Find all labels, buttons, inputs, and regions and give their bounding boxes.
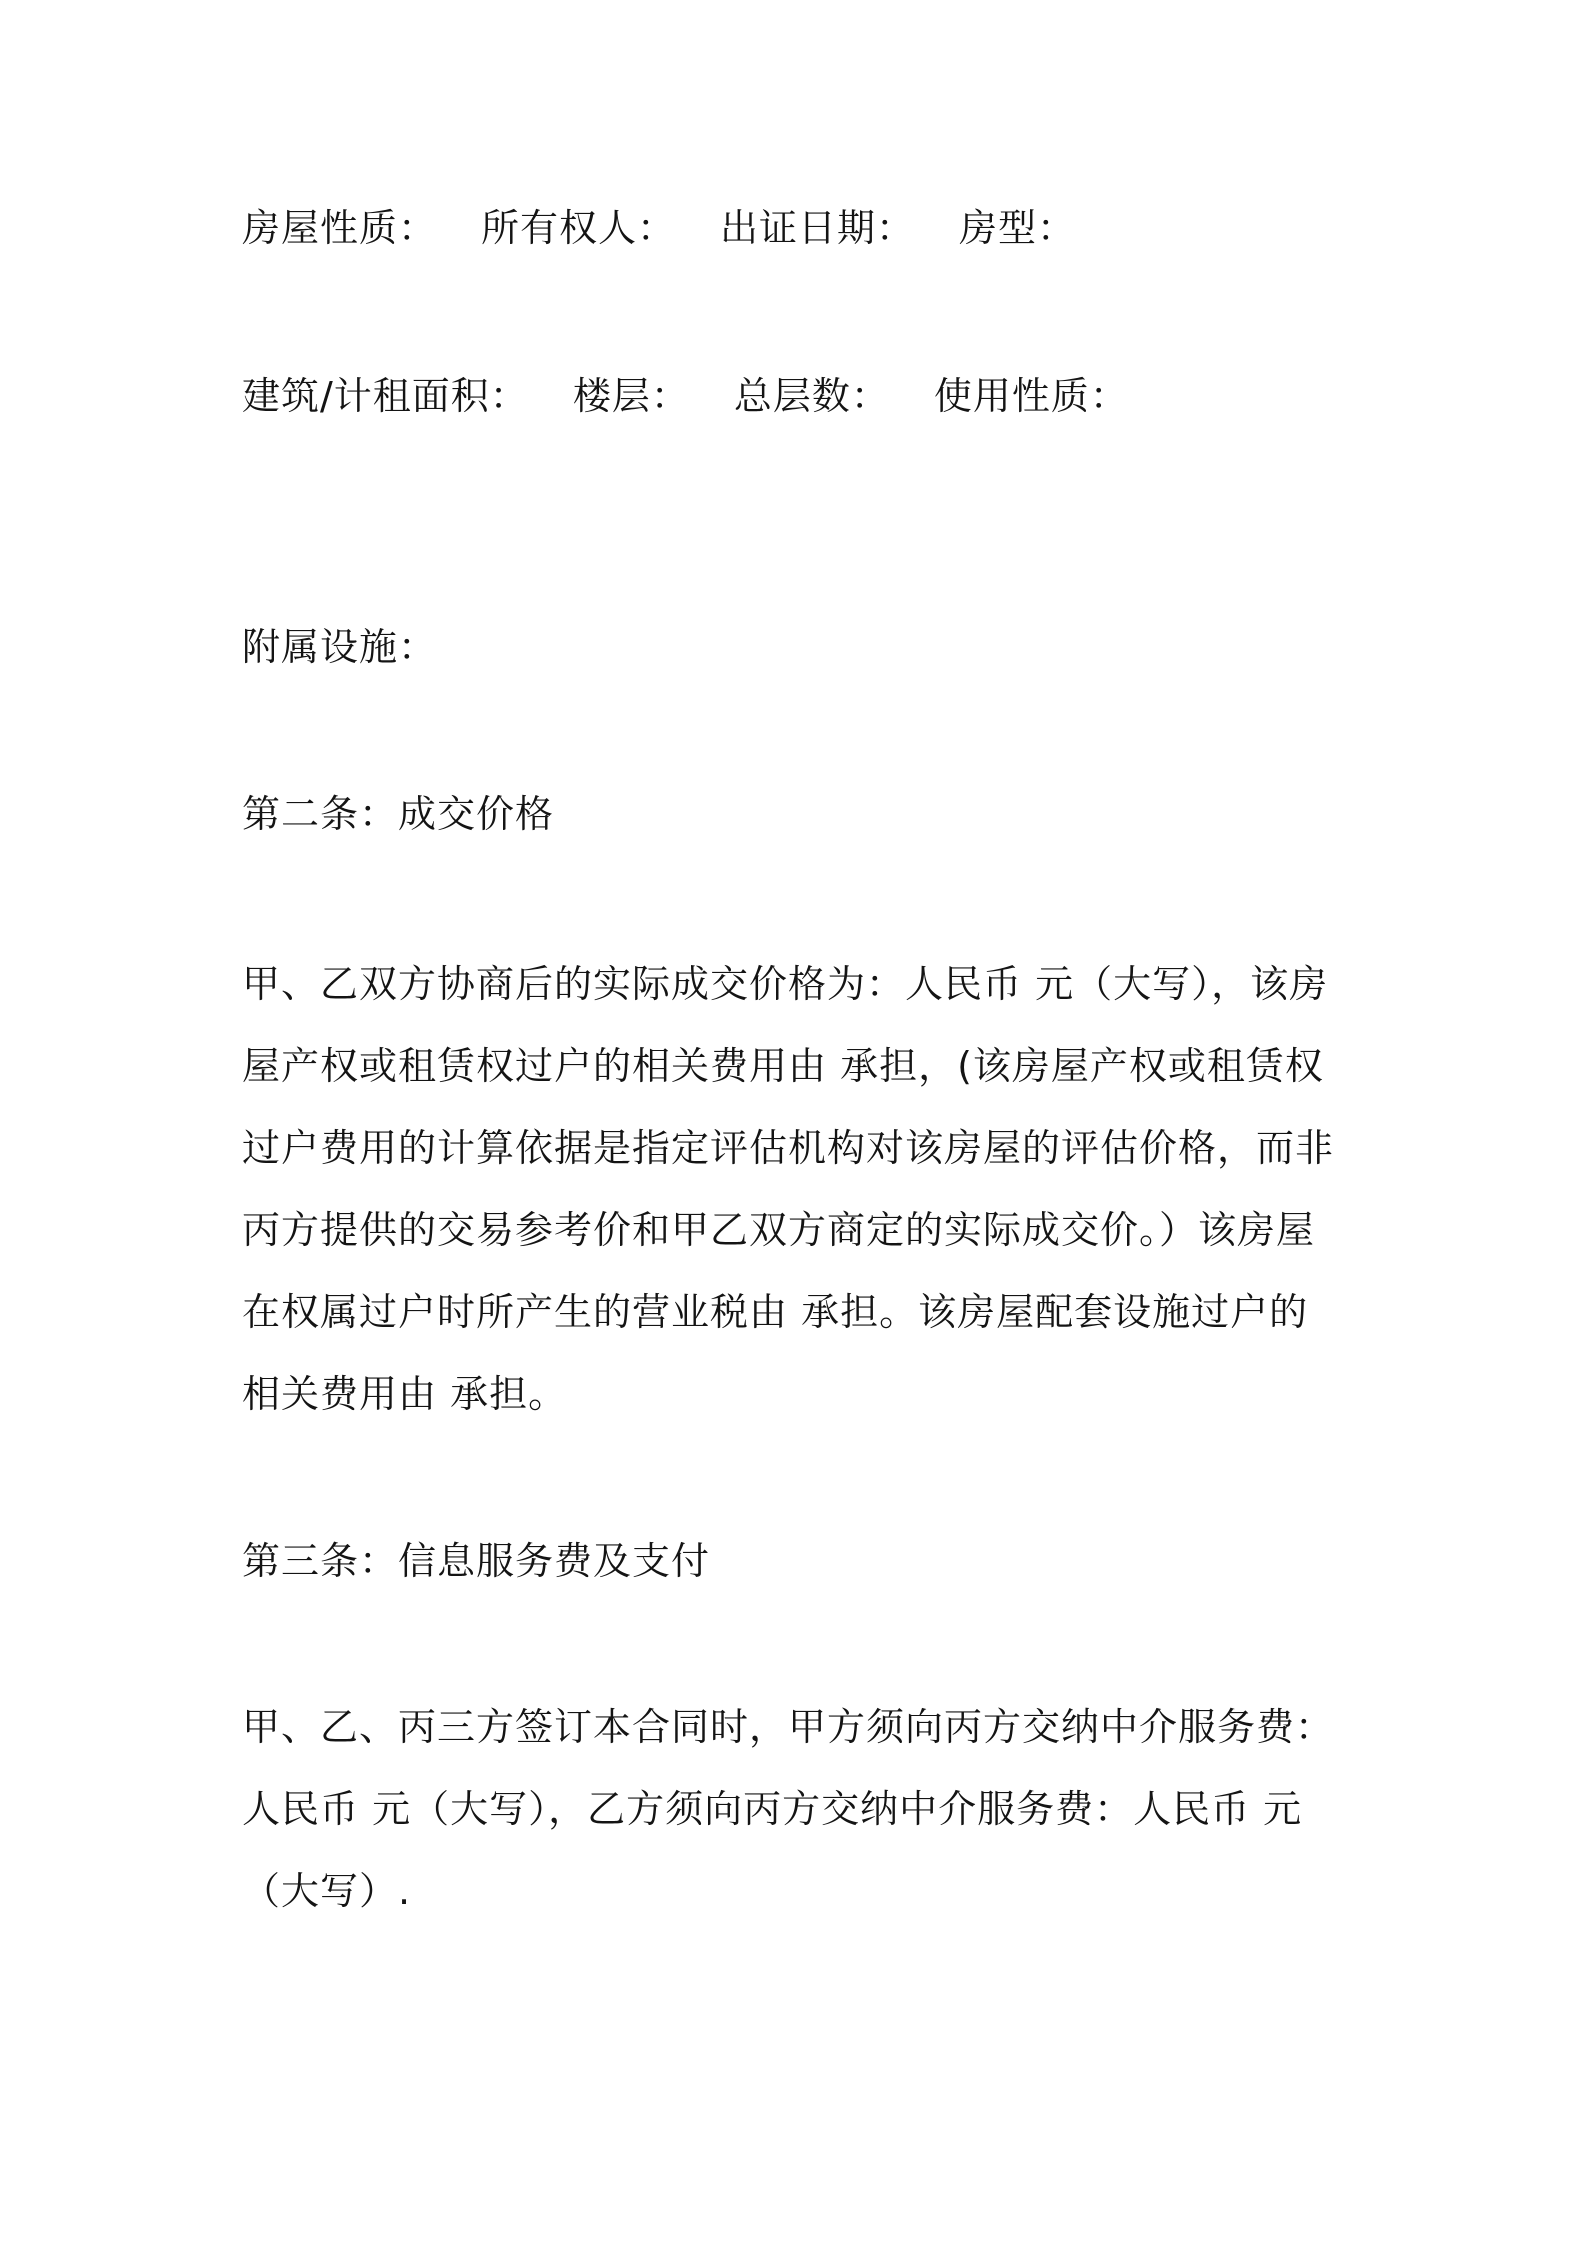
article-3-body [242, 1686, 1357, 1932]
article-2-line: 在权属过户时所产生的营业税由 承担。该房屋配套设施过户的 [242, 1290, 1309, 1334]
article-3-line: 甲、乙、丙三方签订本合同时，甲方须向丙方交纳中介服务费： [242, 1705, 1335, 1749]
article-3-title: 第三条：信息服务费及支付 [242, 1539, 711, 1583]
field-total-floors: 总层数： [733, 374, 890, 418]
article-2-line: 相关费用由 承担。 [242, 1372, 568, 1416]
field-certificate-date: 出证日期： [720, 206, 916, 250]
article-2-line: 过户费用的计算依据是指定评估机构对该房屋的评估价格，而非 [242, 1126, 1335, 1170]
property-info-row-2 [242, 369, 1352, 423]
field-property-nature: 房屋性质： [242, 206, 438, 250]
field-house-type: 房型： [959, 206, 1077, 250]
article-3-line: 人民币 元（大写），乙方须向丙方交纳中介服务费：人民币 元 [242, 1787, 1303, 1831]
article-2-line: 甲、乙双方协商后的实际成交价格为：人民币 元（大写），该房 [242, 962, 1329, 1006]
field-owner: 所有权人： [481, 206, 677, 250]
article-2-body [242, 943, 1357, 1435]
facilities-label: 附属设施： [242, 625, 438, 669]
article-2-line: 屋产权或租赁权过户的相关费用由 承担，(该房屋产权或租赁权 [242, 1044, 1324, 1088]
article-3-line: （大写）. [242, 1869, 412, 1913]
article-2-line: 丙方提供的交易参考价和甲乙双方商定的实际成交价。）该房屋 [242, 1208, 1316, 1252]
field-area: 建筑/计租面积： [242, 374, 529, 418]
article-2-title: 第二条：成交价格 [242, 792, 555, 836]
field-floor: 楼层： [572, 374, 690, 418]
field-usage: 使用性质： [933, 374, 1129, 418]
property-info-row-1 [242, 201, 1352, 255]
